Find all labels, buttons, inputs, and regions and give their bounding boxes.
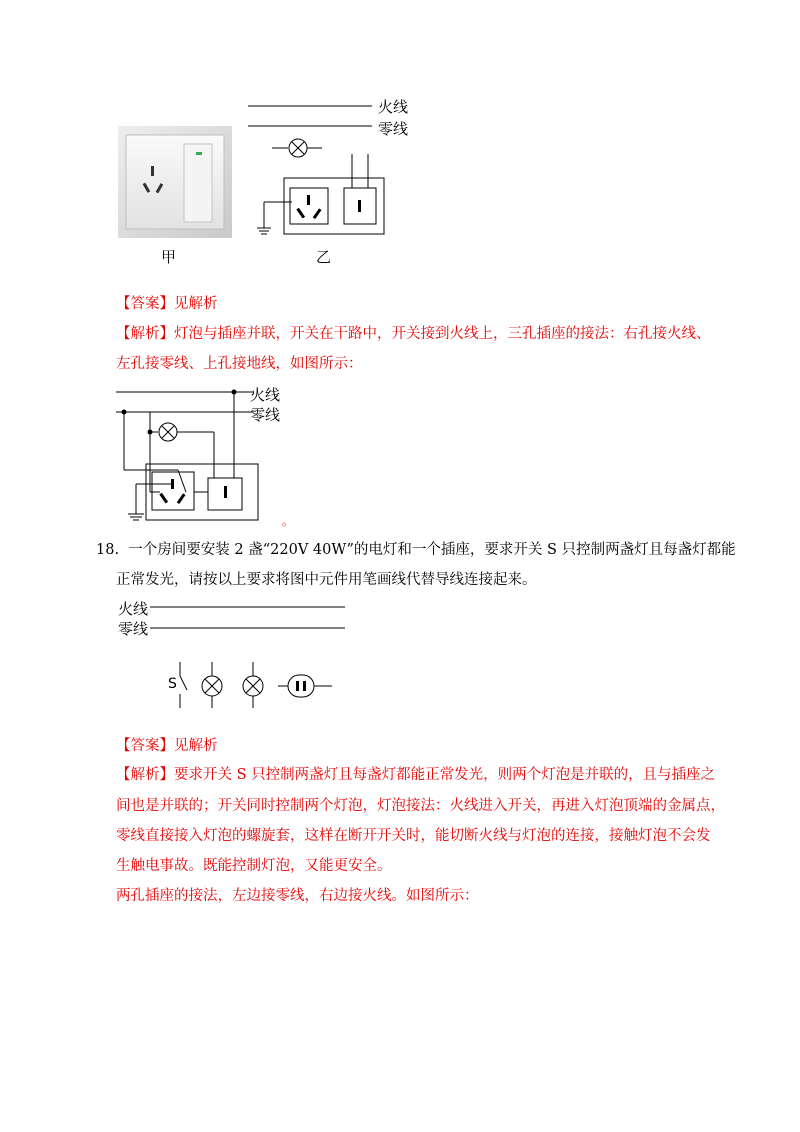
caption-yi: 乙	[316, 248, 332, 266]
caption-jia: 甲	[161, 248, 177, 266]
answer-text: 见解析	[174, 738, 218, 754]
solution-hot-wire-label: 火线	[250, 386, 281, 404]
q18-line1: 18. 一个房间要安装 2 盏“220V 40W”的电灯和一个插座，要求开关 S 只控制两盏灯且每盏灯都能	[96, 542, 736, 558]
q18-line2: 正常发光，请按以上要求将图中元件用笔画线代替导线连接起来。	[116, 572, 537, 588]
analysis-tag: 【解析】	[116, 767, 174, 783]
q18-components-diagram	[150, 600, 350, 710]
hot-wire-label: 火线	[378, 98, 409, 116]
answer-tag: 【答案】	[116, 296, 174, 312]
socket-panel-photo	[118, 126, 232, 238]
answer-tag: 【答案】	[116, 738, 174, 754]
q18-analysis-line2: 间也是并联的；开关同时控制两个灯泡，灯泡接法：火线进入开关，再进入灯泡顶端的金属点，	[116, 798, 725, 814]
question-number: 18.	[96, 542, 120, 558]
q18-analysis-line1: 【解析】要求开关 S 只控制两盏灯且每盏灯都能正常发光，则两个灯泡是并联的，且与插座之	[116, 767, 716, 783]
analysis-tag: 【解析】	[116, 326, 174, 342]
q18-hot-wire-label: 火线	[118, 600, 149, 618]
answer-text: 见解析	[174, 296, 218, 312]
neutral-wire-label: 零线	[378, 120, 409, 138]
q18-analysis-line3: 零线直接接入灯泡的螺旋套，这样在断开开关时，能切断火线与灯泡的连接，接触灯泡不会发	[116, 828, 711, 844]
q18-neutral-wire-label: 零线	[118, 620, 149, 638]
q17-analysis-line1: 【解析】灯泡与插座并联，开关在干路中，开关接到火线上，三孔插座的接法：右孔接火线、	[116, 326, 711, 342]
switch-label: S	[168, 676, 177, 692]
q17-analysis-line2: 左孔接零线、上孔接地线，如图所示：	[116, 356, 363, 372]
q18-analysis-line5: 两孔插座的接法，左边接零线，右边接火线。如图所示：	[116, 888, 479, 904]
q18-analysis-line4: 生触电事故。既能控制灯泡，又能更安全。	[116, 858, 392, 874]
q17-answer	[116, 294, 218, 314]
q18-answer	[116, 736, 218, 756]
end-mark: 。	[282, 514, 295, 528]
solution-neutral-wire-label: 零线	[250, 406, 281, 424]
